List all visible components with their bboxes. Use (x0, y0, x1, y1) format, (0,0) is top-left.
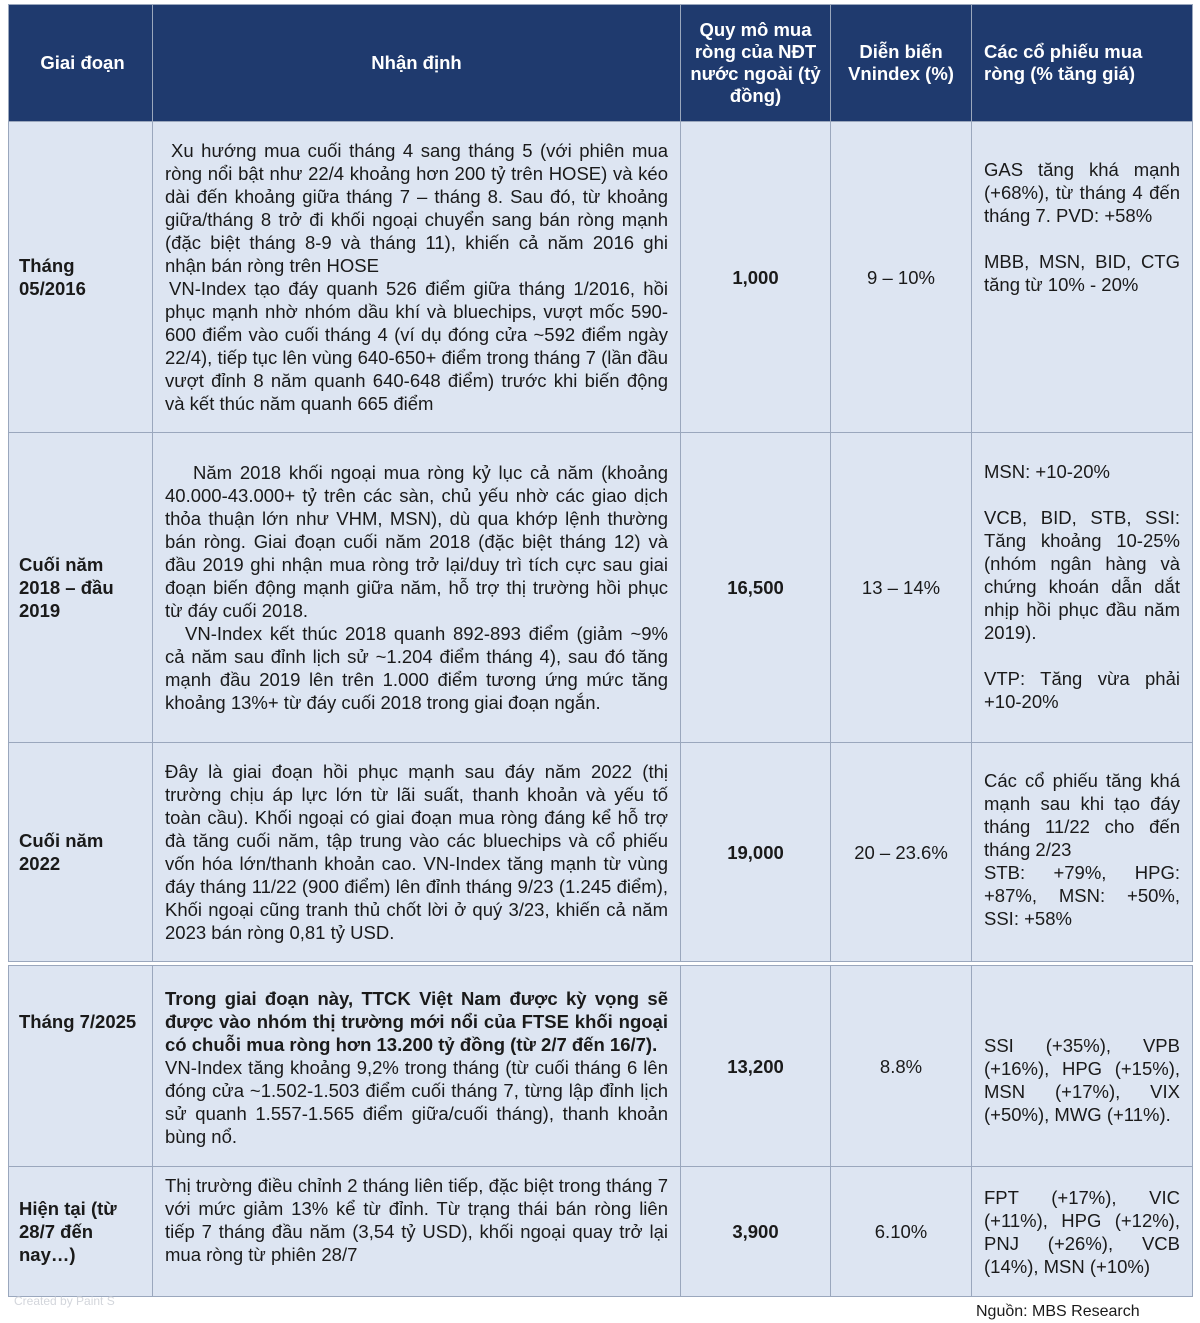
vnindex-cell: 8.8% (831, 966, 972, 1167)
stocks-cell (972, 1167, 1193, 1297)
vnindex-cell: 6.10% (831, 1167, 972, 1297)
stocks-cell (972, 122, 1193, 433)
assessment-cell (153, 122, 681, 433)
stocks-paragraph: SSI (+35%), VPB (+16%), HPG (+15%), MSN (+17%), VIX (+50%), MWG (+11%). (984, 1035, 1180, 1125)
header-period: Giai đoạn (9, 5, 153, 122)
assessment-cell (153, 1167, 681, 1297)
stocks-cell (972, 966, 1193, 1167)
assessment-paragraph: Thị trường điều chỉnh 2 tháng liên tiếp, đặc biệt trong tháng 7 với mức giảm 13% kể từ đỉnh. Từ trạng thái bán ròng liên tiếp 7 tháng đầu năm (3,54 tỷ USD), khối ngoại quay trở lại mua ròng từ phiên 28/7 (165, 1175, 668, 1265)
vnindex-cell: 13 – 14% (831, 433, 972, 743)
assessment-paragraph: Xu hướng mua cuối tháng 4 sang tháng 5 (với phiên mua ròng nổi bật như 22/4 khoảng hơn 200 tỷ trên HOSE) và kéo dài đến khoảng giữa tháng 7 – tháng 8. Sau đó, từ khoảng giữa/tháng 8 trở đi khối ngoại chuyển sang bán ròng mạnh (đặc biệt tháng 8-9 và tháng 11), khiến cả năm 2016 ghi nhận bán ròng trên HOSE (165, 140, 668, 276)
assessment-paragraph-highlight: Trong giai đoạn này, TTCK Việt Nam được kỳ vọng sẽ được vào nhóm thị trường mới nổi của FTSE khối ngoại có chuỗi mua ròng hơn 13.200 tỷ đồng (từ 2/7 đến 16/7). (165, 988, 668, 1055)
assessment-cell (153, 433, 681, 743)
assessment-paragraph: Năm 2018 khối ngoại mua ròng kỷ lục cả năm (khoảng 40.000-43.000+ tỷ trên các sàn, chủ yếu nhờ các giao dịch thỏa thuận lớn như VHM, MSN), dù qua khớp lệnh thường bán ròng. Giai đoạn cuối năm 2018 (đặc biệt tháng 12) và đầu 2019 ghi nhận mua ròng trở lại/duy trì tích cực sau giai đoạn biến động mạnh giữa năm, hỗ trợ thị trường hồi phục từ đáy cuối 2018. (165, 462, 668, 621)
header-stocks: Các cổ phiếu mua ròng (% tăng giá) (972, 5, 1193, 122)
period-cell: Tháng 7/2025 (9, 966, 153, 1167)
header-vnindex: Diễn biến Vnindex (%) (831, 5, 972, 122)
vnindex-cell: 20 – 23.6% (831, 743, 972, 962)
net-buy-cell: 16,500 (681, 433, 831, 743)
period-cell: Tháng 05/2016 (9, 122, 153, 433)
stocks-paragraph: GAS tăng khá mạnh (+68%), từ tháng 4 đến tháng 7. PVD: +58% (984, 159, 1180, 226)
stocks-cell (972, 433, 1193, 743)
stocks-paragraph: VCB, BID, STB, SSI: Tăng khoảng 10-25% (nhóm ngân hàng và chứng khoán dẫn dắt nhịp hồi phục đầu năm 2019). (984, 507, 1180, 643)
market-table (8, 4, 1193, 962)
assessment-cell (153, 743, 681, 962)
period-cell: Cuối năm 2022 (9, 743, 153, 962)
assessment-paragraph: VN-Index tăng khoảng 9,2% trong tháng (từ cuối tháng 6 lên đóng cửa ~1.502-1.503 điểm cuối tháng 7, từng lập đỉnh lịch sử quanh 1.557-1.565 điểm giữa/cuối tháng), thanh khoản bùng nổ. (165, 1057, 668, 1147)
period-cell: Hiện tại (từ 28/7 đến nay…) (9, 1167, 153, 1297)
watermark-bottom: Created by Paint S (14, 1294, 115, 1308)
stocks-paragraph: FPT (+17%), VIC (+11%), HPG (+12%), PNJ (+26%), VCB (14%), MSN (+10%) (984, 1187, 1180, 1277)
net-buy-cell: 3,900 (681, 1167, 831, 1297)
net-buy-cell: 13,200 (681, 966, 831, 1167)
header-assessment: Nhận định (153, 5, 681, 122)
table-header (9, 5, 1193, 122)
period-cell: Cuối năm 2018 – đầu 2019 (9, 433, 153, 743)
net-buy-cell: 1,000 (681, 122, 831, 433)
header-net-buy: Quy mô mua ròng của NĐT nước ngoài (tỷ đồng) (681, 5, 831, 122)
net-buy-cell: 19,000 (681, 743, 831, 962)
assessment-paragraph: VN-Index kết thúc 2018 quanh 892-893 điểm (giảm ~9% cả năm sau đỉnh lịch sử ~1.204 điểm tháng 4), sau đó tăng mạnh đầu 2019 lên trên 1.000 điểm tương ứng mức tăng khoảng 13%+ từ đáy cuối 2018 trong giai đoạn ngắn. (165, 623, 668, 713)
table-row (9, 1167, 1193, 1297)
assessment-paragraph: VN-Index tạo đáy quanh 526 điểm giữa tháng 1/2016, hồi phục mạnh nhờ nhóm dầu khí và bluechips, vượt mốc 590-600 điểm vào cuối tháng 4 (ví dụ đóng cửa ~592 điểm ngày 22/4), tiếp tục lên vùng 640-650+ điểm trong tháng 7 (lần đầu vượt đỉnh 8 năm quanh 640-648 điểm) trước khi biến động và kết thúc năm quanh 665 điểm (165, 278, 668, 414)
table-row (9, 122, 1193, 433)
assessment-paragraph: Đây là giai đoạn hồi phục mạnh sau đáy năm 2022 (thị trường chịu áp lực lớn từ lãi suất, thanh khoản và yếu tố toàn cầu). Khối ngoại có giai đoạn mua ròng đáng kể hỗ trợ đà tăng cuối năm, tập trung vào các bluechips và cổ phiếu vốn hóa lớn/thanh khoản cao. VN-Index tăng mạnh từ vùng đáy tháng 11/22 (900 điểm) lên đỉnh tháng 9/23 (1.245 điểm), Khối ngoại cũng tranh thủ chốt lời ở quý 3/23, khiến cả năm 2023 bán ròng 0,81 tỷ USD. (165, 761, 668, 943)
source-note: Nguồn: MBS Research (976, 1303, 1140, 1320)
stocks-paragraph: MSN: +10-20% (984, 461, 1110, 482)
stocks-paragraph: VTP: Tăng vừa phải +10-20% (984, 668, 1180, 712)
assessment-cell (153, 966, 681, 1167)
stocks-paragraph: Các cổ phiếu tăng khá mạnh sau khi tạo đáy tháng 11/22 cho đến tháng 2/23 (984, 770, 1180, 860)
stocks-cell (972, 743, 1193, 962)
table-row (9, 966, 1193, 1167)
table-row (9, 433, 1193, 743)
stocks-paragraph: MBB, MSN, BID, CTG tăng từ 10% - 20% (984, 251, 1180, 295)
vnindex-cell: 9 – 10% (831, 122, 972, 433)
market-table-continued (8, 965, 1193, 1297)
stocks-paragraph: STB: +79%, HPG: +87%, MSN: +50%, SSI: +58% (984, 862, 1180, 929)
table-row (9, 743, 1193, 962)
